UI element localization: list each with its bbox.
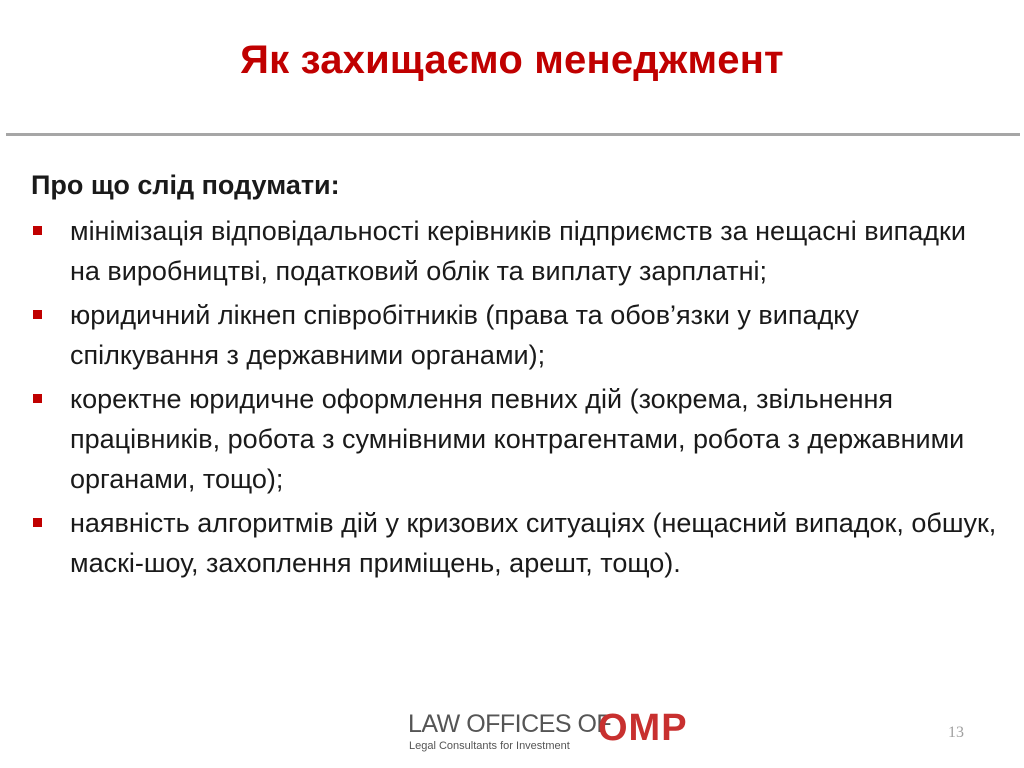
bullet-list <box>31 211 1001 583</box>
square-bullet-icon <box>33 518 42 527</box>
intro-heading: Про що слід подумати: <box>31 170 340 200</box>
logo-brand: OMP <box>598 707 688 749</box>
bullet-text: юридичний лікнеп співробітників (права та обов’язки у випадку спілкування з державними органами); <box>70 300 859 370</box>
bullet-item <box>31 211 1001 291</box>
bullet-item <box>31 503 1001 583</box>
slide-content <box>31 165 1001 587</box>
square-bullet-icon <box>33 310 42 319</box>
logo-text: LAW OFFICES OF <box>408 710 612 738</box>
title-divider <box>6 133 1020 136</box>
square-bullet-icon <box>33 394 42 403</box>
bullet-text: наявність алгоритмів дій у кризових ситуаціях (нещасний випадок, обшук, маскі-шоу, захоплення приміщень, арешт, тощо). <box>70 508 997 578</box>
logo-tagline: Legal Consultants for Investment <box>409 740 570 752</box>
page-number: 13 <box>948 724 964 741</box>
bullet-text: мінімізація відповідальності керівників підприємств за нещасні випадки на виробництві, податковий облік та виплату зарплатні; <box>70 216 966 286</box>
bullet-text: коректне юридичне оформлення певних дій (зокрема, звільнення працівників, робота з сумнівними контрагентами, робота з державними органами, тощо); <box>70 384 965 494</box>
bullet-item <box>31 295 1001 375</box>
company-logo <box>408 707 698 756</box>
square-bullet-icon <box>33 226 42 235</box>
slide-title: Як захищаємо менеджмент <box>240 38 784 82</box>
bullet-item <box>31 379 1001 499</box>
